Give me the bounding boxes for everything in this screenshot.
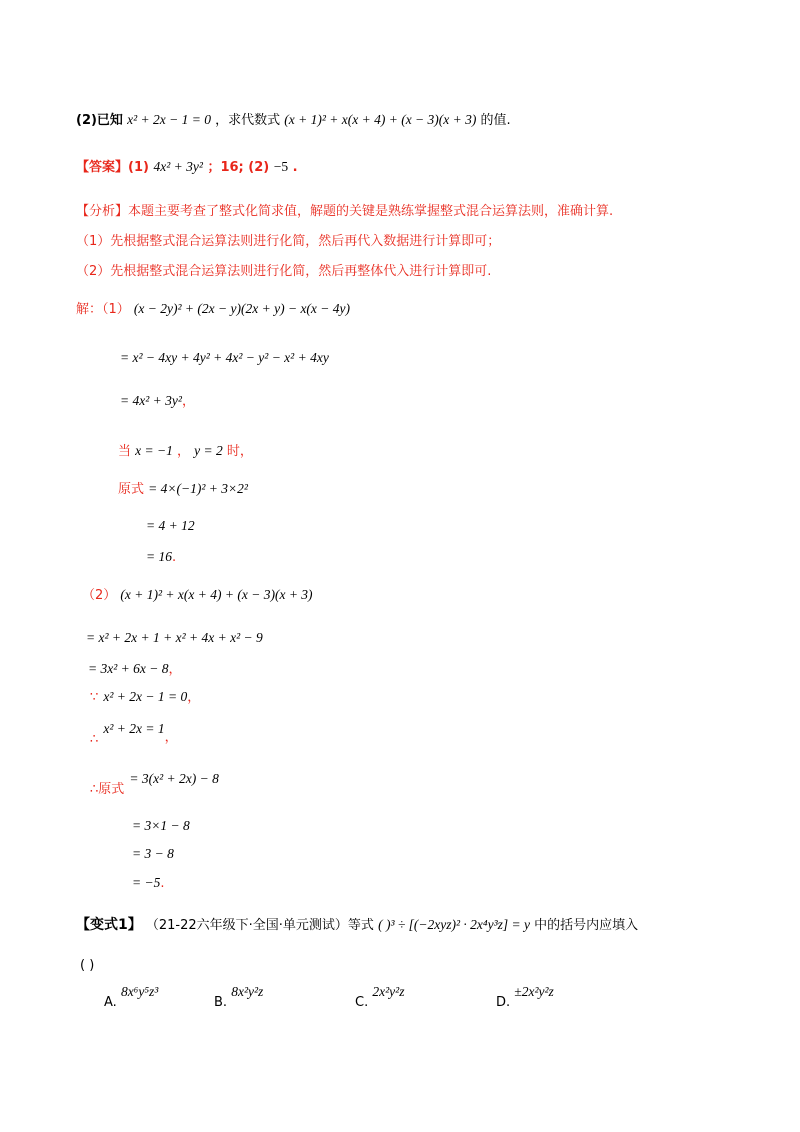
solution-1-step-2: = 4x² + 3y²， — [120, 393, 195, 409]
answer-line — [76, 156, 298, 175]
question-label: (2)已知 — [76, 113, 123, 128]
solution-2-substitution: $_{\therefore 原式}$ = 3(x² + 2x) − 8 — [90, 771, 219, 797]
because-symbol: ∵ — [90, 690, 99, 705]
solution-1-substitution: 原式 = 4×(−1)² + 3×2² — [118, 481, 248, 497]
solution-2-calc: = 3×1 − 8 — [132, 818, 190, 833]
option-b-letter: B. — [214, 995, 228, 1010]
solution-1-expression: (x − 2y)² + (2x − y)(2x + y) − x(x − 4y) — [133, 301, 351, 316]
option-b-value: 8x²y²z — [231, 984, 264, 999]
option-b[interactable] — [214, 984, 264, 1010]
solution-2-step-1: = x² + 2x + 1 + x² + 4x + x² − 9 — [86, 630, 263, 645]
solution-1-when: 当 x = −1 ， y = 2 时， — [118, 443, 253, 459]
answer-1: 4x² + 3y² — [153, 159, 203, 174]
question-mid-text: ，求代数式 — [215, 113, 281, 128]
solution-2-label: （2） — [82, 588, 117, 603]
option-d-value: ±2x²y²z — [514, 984, 554, 999]
solution-2-because: ∵ x² + 2x − 1 = 0， — [90, 689, 201, 705]
solution-1-header — [76, 298, 350, 317]
solution-2-step-2: = 3x² + 6x − 8， — [88, 661, 182, 677]
question-2 — [76, 109, 511, 128]
answer-2: −5 — [273, 159, 289, 174]
solution-2-therefore: $_\therefore$ $x^2 + 2x = 1_,$ — [90, 721, 178, 747]
analysis-line-2: （1）先根据整式混合运算法则进行化简，然后再代入数据进行计算即可； — [76, 234, 501, 249]
option-c[interactable] — [355, 984, 405, 1010]
answer-sep: ；16; (2) — [207, 160, 270, 175]
option-c-letter: C. — [355, 995, 369, 1010]
option-a[interactable] — [104, 984, 159, 1010]
option-c-value: 2x²y²z — [372, 984, 405, 999]
analysis-line-1: 【分析】本题主要考查了整式化简求值，解题的关键是熟练掌握整式混合运算法则，准确计算. — [76, 204, 614, 219]
solution-1-step-1: = x² − 4xy + 4y² + 4x² − y² − x² + 4xy — [120, 350, 329, 365]
solution-2-result: = −5. — [132, 875, 165, 891]
answer-dot: . — [292, 160, 298, 175]
option-d-letter: D. — [496, 995, 511, 1010]
variant-paren: ( ) — [80, 958, 95, 973]
question-end-text: 的值. — [480, 113, 511, 128]
question-expression: (x + 1)² + x(x + 4) + (x − 3)(x + 3) — [284, 112, 477, 127]
solution-1-result: = 16. — [146, 549, 177, 565]
variant-tag: 【变式1】 — [76, 917, 142, 933]
variant-1 — [76, 914, 638, 934]
solution-2-diff: = 3 − 8 — [132, 846, 174, 861]
solution-2-header — [82, 584, 313, 603]
option-a-letter: A. — [104, 995, 117, 1010]
variant-equation: ( )³ ÷ [(−2xyz)² · 2x⁴y³z] = y — [378, 917, 530, 932]
option-d[interactable] — [496, 984, 554, 1010]
answer-tag: 【答案】(1) — [76, 160, 149, 175]
therefore-symbol: ∴ — [90, 732, 99, 747]
variant-source: （21-22六年级下·全国·单元测试）等式 — [145, 918, 374, 933]
question-condition: x² + 2x − 1 = 0 — [127, 112, 211, 127]
solution-2-expression: (x + 1)² + x(x + 4) + (x − 3)(x + 3) — [120, 587, 313, 602]
analysis-line-3: （2）先根据整式混合运算法则进行化简，然后再整体代入进行计算即可. — [76, 264, 492, 279]
option-a-value: 8x⁶y⁵z³ — [120, 984, 159, 999]
solution-1-sum: = 4 + 12 — [146, 518, 195, 533]
solution-1-label: 解：（1） — [76, 302, 130, 317]
variant-tail: 中的括号内应填入 — [534, 918, 639, 933]
